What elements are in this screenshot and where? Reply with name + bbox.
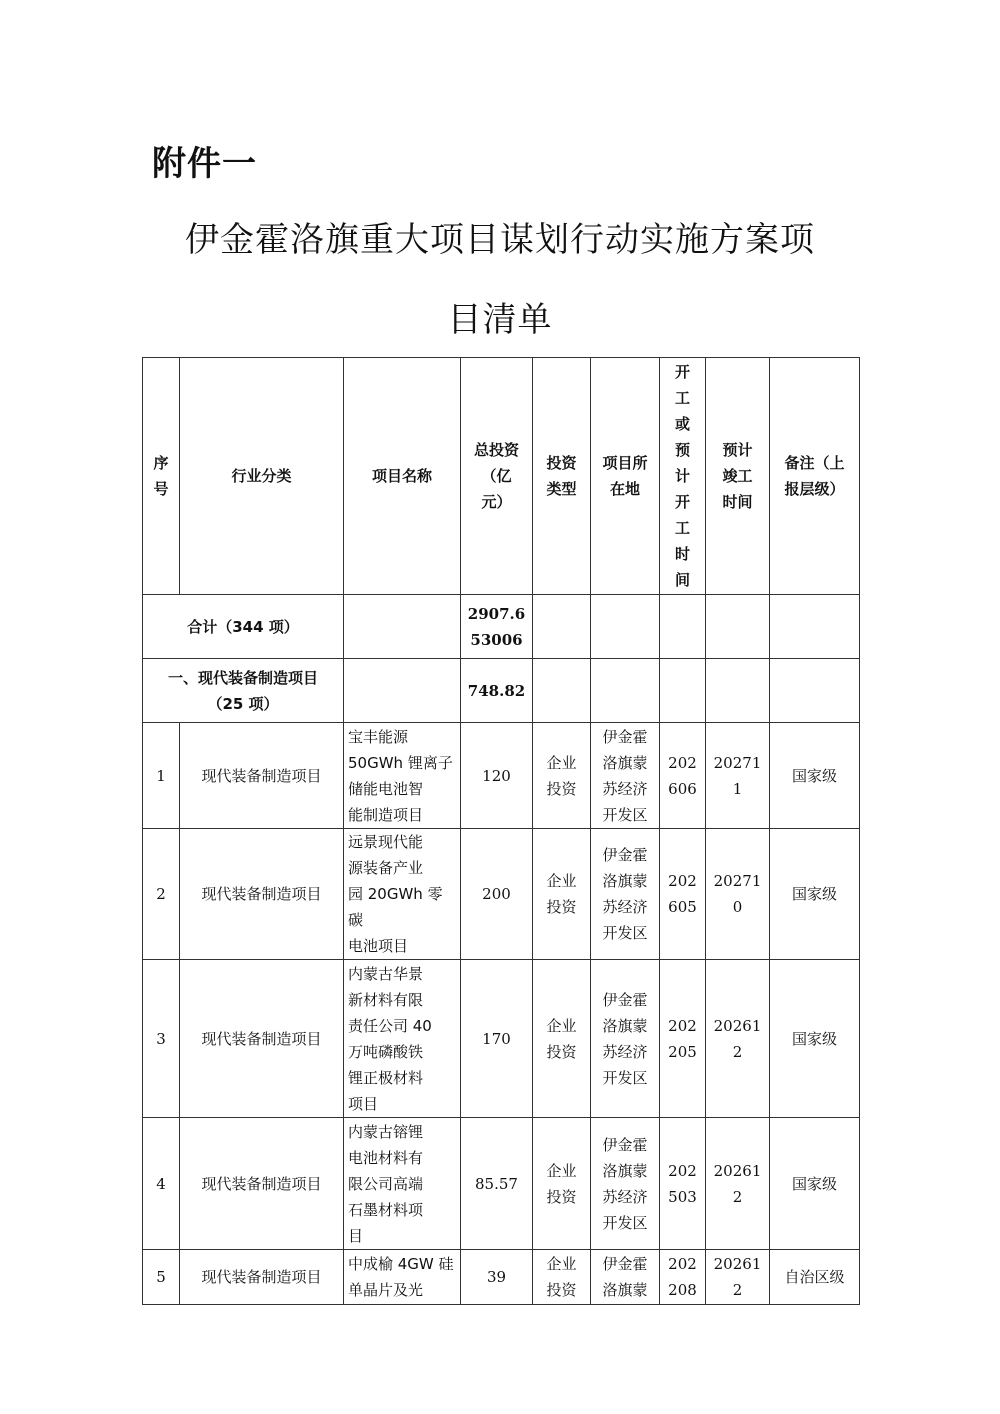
- row-project-name: 内蒙古华景 新材料有限 责任公司 40 万吨磷酸铁 锂正极材料 项目: [344, 960, 461, 1118]
- row-location: 伊金霍 洛旗蒙 苏经济 开发区: [591, 960, 660, 1118]
- header-location: 项目所 在地: [591, 358, 660, 595]
- row-start-time: 202 208: [660, 1250, 706, 1305]
- row-invest-type: 企业 投资: [533, 829, 591, 960]
- total-investment: 2907.6 53006: [461, 595, 533, 659]
- header-invest-type: 投资 类型: [533, 358, 591, 595]
- row-seq: 2: [143, 829, 180, 960]
- header-start-time: 开 工 或 预 计 开 工 时 间: [660, 358, 706, 595]
- table-header-row: [143, 358, 860, 595]
- row-location: 伊金霍 洛旗蒙 苏经济 开发区: [591, 829, 660, 960]
- row-start-time: 202 205: [660, 960, 706, 1118]
- row-project-name: 内蒙古镕锂 电池材料有 限公司高端 石墨材料项 目: [344, 1118, 461, 1250]
- row-start-time: 202 503: [660, 1118, 706, 1250]
- row-seq: 1: [143, 723, 180, 829]
- row-industry: 现代装备制造项目: [180, 960, 344, 1118]
- header-industry: 行业分类: [180, 358, 344, 595]
- row-project-name: 中成榆 4GW 硅 单晶片及光: [344, 1250, 461, 1305]
- row-industry: 现代装备制造项目: [180, 829, 344, 960]
- table-row: [143, 1118, 860, 1250]
- row-completion-time: 20271 1: [706, 723, 770, 829]
- row-location: 伊金霍 洛旗蒙: [591, 1250, 660, 1305]
- table-row: [143, 829, 860, 960]
- row-industry: 现代装备制造项目: [180, 1118, 344, 1250]
- section-label: 一、现代装备制造项目 （25 项）: [143, 659, 344, 723]
- row-remark: 国家级: [770, 723, 860, 829]
- row-investment: 120: [461, 723, 533, 829]
- row-location: 伊金霍 洛旗蒙 苏经济 开发区: [591, 723, 660, 829]
- section-investment: 748.82: [461, 659, 533, 723]
- row-seq: 3: [143, 960, 180, 1118]
- row-completion-time: 20261 2: [706, 960, 770, 1118]
- row-completion-time: 20261 2: [706, 1118, 770, 1250]
- document-title-line-2: 目清单: [447, 300, 553, 340]
- row-completion-time: 20261 2: [706, 1250, 770, 1305]
- row-seq: 4: [143, 1118, 180, 1250]
- row-start-time: 202 605: [660, 829, 706, 960]
- row-invest-type: 企业 投资: [533, 1250, 591, 1305]
- header-remark: 备注（上 报层级）: [770, 358, 860, 595]
- total-row: [143, 595, 860, 659]
- row-investment: 200: [461, 829, 533, 960]
- header-seq: 序 号: [143, 358, 180, 595]
- attachment-label: 附件一: [152, 144, 257, 184]
- row-remark: 国家级: [770, 1118, 860, 1250]
- row-remark: 国家级: [770, 829, 860, 960]
- row-location: 伊金霍 洛旗蒙 苏经济 开发区: [591, 1118, 660, 1250]
- row-investment: 170: [461, 960, 533, 1118]
- row-completion-time: 20271 0: [706, 829, 770, 960]
- row-start-time: 202 606: [660, 723, 706, 829]
- row-investment: 85.57: [461, 1118, 533, 1250]
- row-project-name: 远景现代能 源装备产业 园 20GWh 零碳 电池项目: [344, 829, 461, 960]
- row-invest-type: 企业 投资: [533, 723, 591, 829]
- document-title-line-1: 伊金霍洛旗重大项目谋划行动实施方案项: [185, 220, 815, 260]
- row-project-name: 宝丰能源 50GWh 锂离子 储能电池智 能制造项目: [344, 723, 461, 829]
- row-remark: 国家级: [770, 960, 860, 1118]
- header-investment: 总投资 （亿 元）: [461, 358, 533, 595]
- table-row: [143, 1250, 860, 1305]
- row-remark: 自治区级: [770, 1250, 860, 1305]
- section-row: [143, 659, 860, 723]
- row-industry: 现代装备制造项目: [180, 723, 344, 829]
- row-invest-type: 企业 投资: [533, 1118, 591, 1250]
- table-row: [143, 960, 860, 1118]
- total-label: 合计（344 项）: [143, 595, 344, 659]
- header-completion-time: 预计 竣工 时间: [706, 358, 770, 595]
- table-row: [143, 723, 860, 829]
- row-seq: 5: [143, 1250, 180, 1305]
- header-project-name: 项目名称: [344, 358, 461, 595]
- row-investment: 39: [461, 1250, 533, 1305]
- project-list-table: [142, 357, 860, 1305]
- total-empty-name: [344, 595, 461, 659]
- row-invest-type: 企业 投资: [533, 960, 591, 1118]
- row-industry: 现代装备制造项目: [180, 1250, 344, 1305]
